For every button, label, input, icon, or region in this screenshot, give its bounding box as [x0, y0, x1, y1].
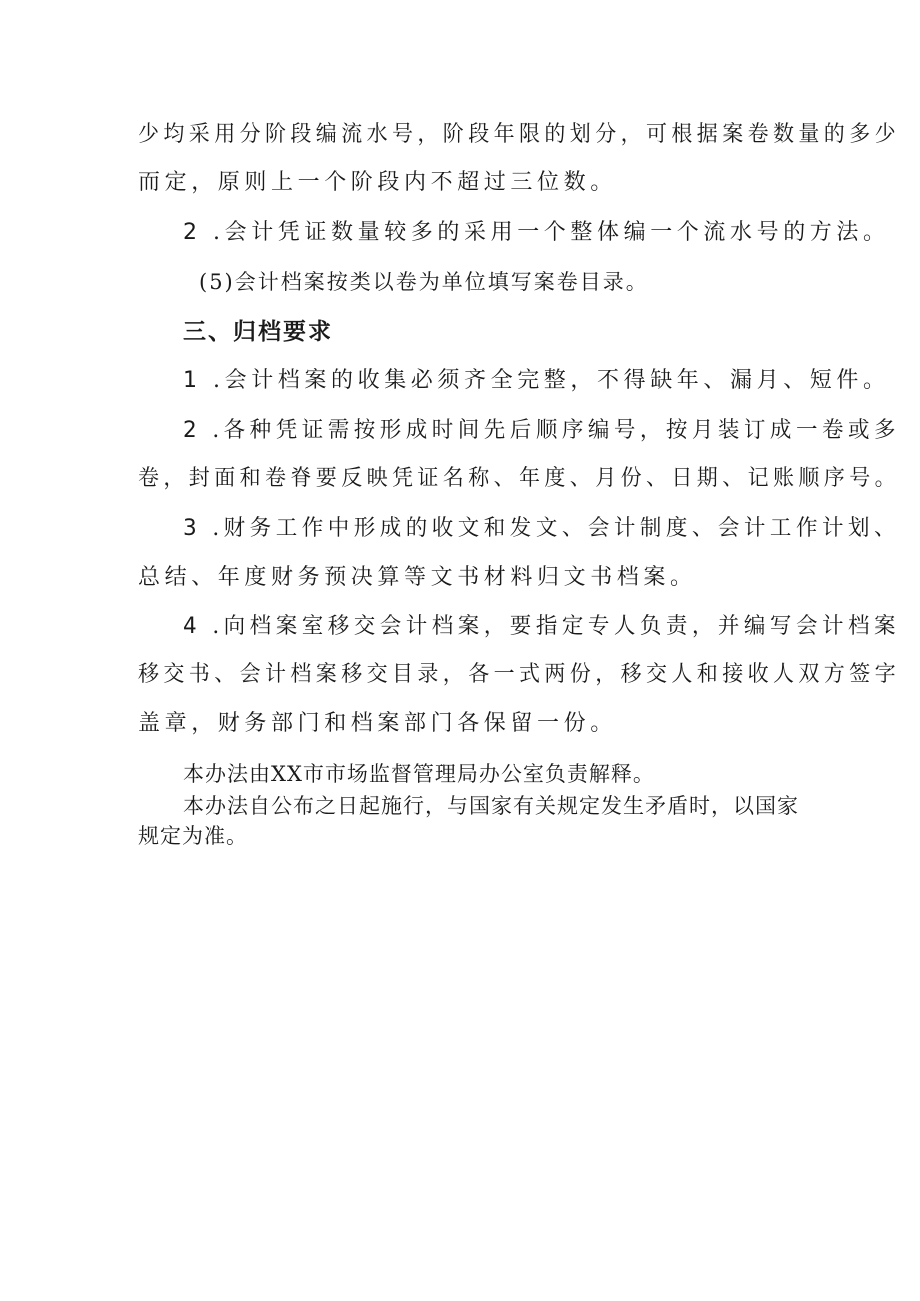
list-item — [183, 416, 900, 446]
list-item — [183, 514, 900, 544]
list-item — [183, 612, 900, 642]
list-item-text: .财务工作中形成的收文和发文、会计制度、会计工作计划、 — [212, 516, 900, 541]
list-item — [183, 218, 890, 248]
paragraph-line: 移交书、会计档案移交目录，各一式两份，移交人和接收人双方签字 — [138, 662, 901, 687]
list-item-number: 2 — [183, 418, 197, 443]
closing-statement: 规定为准。 — [138, 824, 248, 848]
list-item-number: 1 — [183, 368, 197, 393]
list-item: (5)会计档案按类以卷为单位填写案卷目录。 — [199, 270, 649, 294]
paragraph-line: 卷，封面和卷脊要反映凭证名称、年度、月份、日期、记账顺序号。 — [138, 466, 901, 491]
closing-statement: 本办法由XX市市场监督管理局办公室负责解释。 — [183, 762, 655, 786]
section-heading: 三、归档要求 — [183, 319, 333, 345]
list-item-number: 4 — [183, 614, 197, 639]
list-item-text: .会计凭证数量较多的采用一个整体编一个流水号的方法。 — [213, 220, 890, 245]
list-item — [183, 366, 890, 396]
list-item-number: 3 — [183, 516, 197, 541]
list-item-number: 2 — [183, 220, 197, 245]
closing-statement: 本办法自公布之日起施行，与国家有关规定发生矛盾时，以国家 — [183, 794, 799, 818]
paragraph-line: 而定，原则上一个阶段内不超过三位数。 — [138, 170, 617, 195]
paragraph-line: 总结、年度财务预决算等文书材料归文书档案。 — [138, 565, 697, 590]
list-item-text: .会计档案的收集必须齐全完整，不得缺年、漏月、短件。 — [213, 368, 890, 393]
paragraph-line: 盖章，财务部门和档案部门各保留一份。 — [138, 711, 617, 736]
list-item-text: .向档案室移交会计档案，要指定专人负责，并编写会计档案 — [212, 614, 900, 639]
paragraph-line: 少均采用分阶段编流水号，阶段年限的划分，可根据案卷数量的多少 — [138, 122, 901, 147]
list-item-text: .各种凭证需按形成时间先后顺序编号，按月装订成一卷或多 — [212, 418, 900, 443]
